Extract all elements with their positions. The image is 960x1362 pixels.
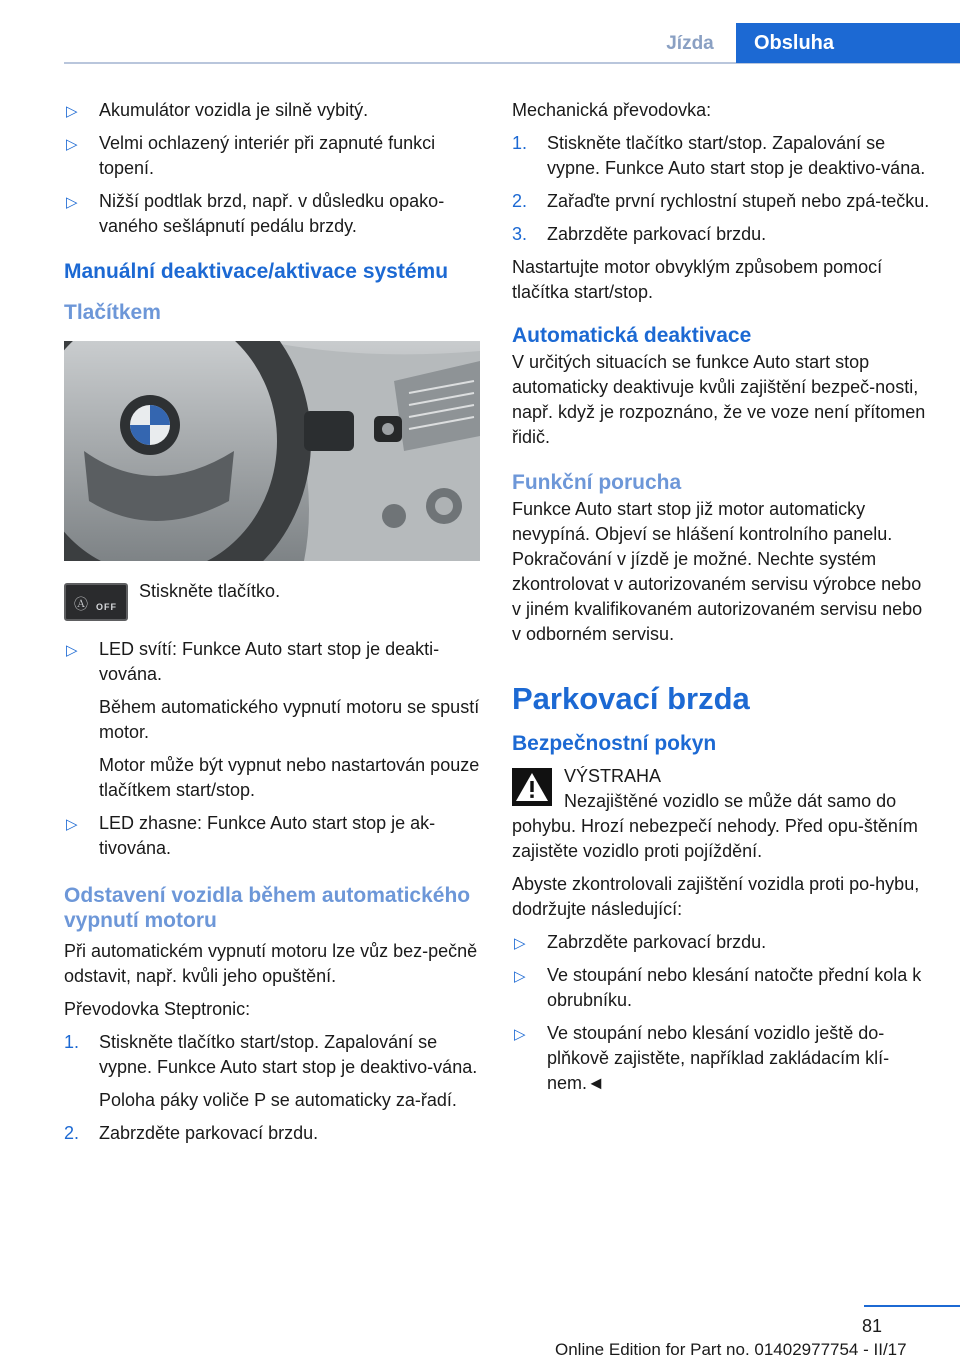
sub-paragraph: Motor může být vypnut nebo nastartován pouze tlačítkem start/stop. bbox=[99, 755, 480, 800]
left-column bbox=[64, 98, 480, 1154]
paragraph: Převodovka Steptronic: bbox=[64, 999, 251, 1019]
triangle-bullet-icon: ▷ bbox=[66, 642, 78, 659]
list-item: 1. Stiskněte tlačítko start/stop. Zapalování se vypne. Funkce Auto start stop je deaktivo‐vána. Poloha páky voliče P se automaticky za‐řadí. bbox=[64, 1030, 480, 1113]
paragraph: Nastartujte motor obvyklým způsobem pomocí tlačítka start/stop. bbox=[512, 257, 883, 302]
conditions-list bbox=[64, 98, 480, 239]
heading-by-button: Tlačítkem bbox=[64, 301, 161, 324]
triangle-bullet-icon: ▷ bbox=[66, 103, 78, 120]
list-item: ▷ Ve stoupání nebo klesání natočte přední kola k obrubníku. bbox=[514, 965, 922, 1010]
list-item: 3. Zabrzděte parkovací brzdu. bbox=[512, 224, 767, 244]
paragraph: Mechanická převodovka: bbox=[512, 100, 712, 120]
footer-edition: Online Edition for Part no. 01402977754 - II/17 bbox=[555, 1340, 907, 1359]
steptronic-steps bbox=[64, 1030, 480, 1146]
tab-jizda[interactable]: Jízda bbox=[666, 33, 714, 54]
tab-obsluha[interactable]: Obsluha bbox=[736, 23, 960, 63]
heading-parking-brake: Parkovací brzda bbox=[512, 681, 750, 716]
list-item: ▷ Velmi ochlazený interiér při zapnuté funkci topení. bbox=[66, 133, 436, 178]
heading-safety-note: Bezpečnostní pokyn bbox=[512, 732, 717, 755]
warning-triangle-icon bbox=[512, 768, 552, 806]
list-item: ▷ LED zhasne: Funkce Auto start stop je ak‐tivována. bbox=[66, 813, 436, 858]
triangle-bullet-icon: ▷ bbox=[514, 935, 526, 952]
paragraph: V určitých situacích se funkce Auto start stop automaticky deaktivuje kvůli zajištění bezpeč‐nosti, např. když je rozpoznáno, že ve voze není přítomen řidič. bbox=[512, 352, 926, 447]
list-item: ▷ Ve stoupání nebo klesání vozidlo ještě do‐plňkově zajistěte, například zakládacím klí‐nem.◄ bbox=[514, 1023, 890, 1093]
list-item: ▷ Zabrzděte parkovací brzdu. bbox=[512, 930, 932, 955]
list-item: 1. Stiskněte tlačítko start/stop. Zapalování se vypne. Funkce Auto start stop je deaktivo‐vána. bbox=[512, 133, 926, 178]
list-item: ▷ Nižší podtlak brzd, např. v důsledku opako‐vaného sešlápnutí pedálu brzdy. bbox=[66, 191, 445, 236]
list-item: ▷ LED svítí: Funkce Auto start stop je deakti‐vována. Během automatického vypnutí motoru se spustí motor. Motor může být vypnut nebo nastartován pouze tlačítkem start/stop. bbox=[64, 637, 480, 803]
warning-block bbox=[512, 764, 932, 814]
footer-rule bbox=[864, 1305, 960, 1307]
triangle-bullet-icon: ▷ bbox=[514, 1026, 526, 1043]
heading-malfunction: Funkční porucha bbox=[512, 471, 682, 494]
sub-paragraph: Během automatického vypnutí motoru se spustí motor. bbox=[99, 697, 480, 742]
list-item: 2. Zařaďte první rychlostní stupeň nebo zpá‐tečku. bbox=[512, 191, 930, 211]
dashboard-photo bbox=[64, 341, 480, 561]
steering-wheel-illustration bbox=[64, 341, 480, 561]
paragraph: Abyste zkontrolovali zajištění vozidla proti po‐hybu, dodržujte následující: bbox=[512, 874, 920, 919]
heading-manual-deactivation: Manuální deaktivace/aktivace systému bbox=[64, 260, 449, 283]
list-item: ▷ Akumulátor vozidla je silně vybitý. bbox=[64, 98, 480, 123]
warning-text: Nezajištěné vozidlo se může dát samo do pohybu. Hrozí nebezpečí nehody. Před opu‐štěním zajistěte vozidlo proti pojíždění. bbox=[512, 791, 918, 861]
press-button-text: Stiskněte tlačítko. bbox=[139, 581, 281, 601]
heading-auto-deactivation: Automatická deaktivace bbox=[512, 324, 752, 347]
page-number: 81 bbox=[862, 1316, 883, 1336]
triangle-bullet-icon: ▷ bbox=[514, 968, 526, 985]
warning-title: VÝSTRAHA bbox=[564, 766, 662, 786]
securing-list bbox=[512, 930, 932, 1096]
triangle-bullet-icon: ▷ bbox=[66, 136, 78, 153]
paragraph: Funkce Auto start stop již motor automaticky nevypíná. Objeví se hlášení kontrolního panelu. Pokračování v jízdě je možné. Nechte systém zkontrolovat v autorizovaném servisu výrobce nebo v jiném kvalifikovaném autorizovaném servisu nebo v odborném servisu. bbox=[512, 499, 923, 644]
auto-start-stop-icon: Ⓐ bbox=[74, 596, 88, 612]
triangle-bullet-icon: ▷ bbox=[66, 816, 78, 833]
auto-start-stop-button-row bbox=[64, 577, 480, 625]
auto-start-stop-button[interactable]: Ⓐ OFF bbox=[64, 583, 128, 621]
heading-parking-during-stop: Odstavení vozidla během automatického vypnutí motoru bbox=[64, 884, 471, 932]
triangle-bullet-icon: ▷ bbox=[66, 194, 78, 211]
paragraph: Při automatickém vypnutí motoru lze vůz bez‐pečně odstavit, např. kvůli jeho opuštění. bbox=[64, 941, 478, 986]
manual-steps bbox=[512, 131, 932, 247]
list-item: 2. Zabrzděte parkovací brzdu. bbox=[64, 1123, 319, 1143]
right-column bbox=[512, 98, 932, 1104]
sub-paragraph: Poloha páky voliče P se automaticky za‐řadí. bbox=[99, 1090, 457, 1110]
led-list bbox=[64, 637, 480, 861]
